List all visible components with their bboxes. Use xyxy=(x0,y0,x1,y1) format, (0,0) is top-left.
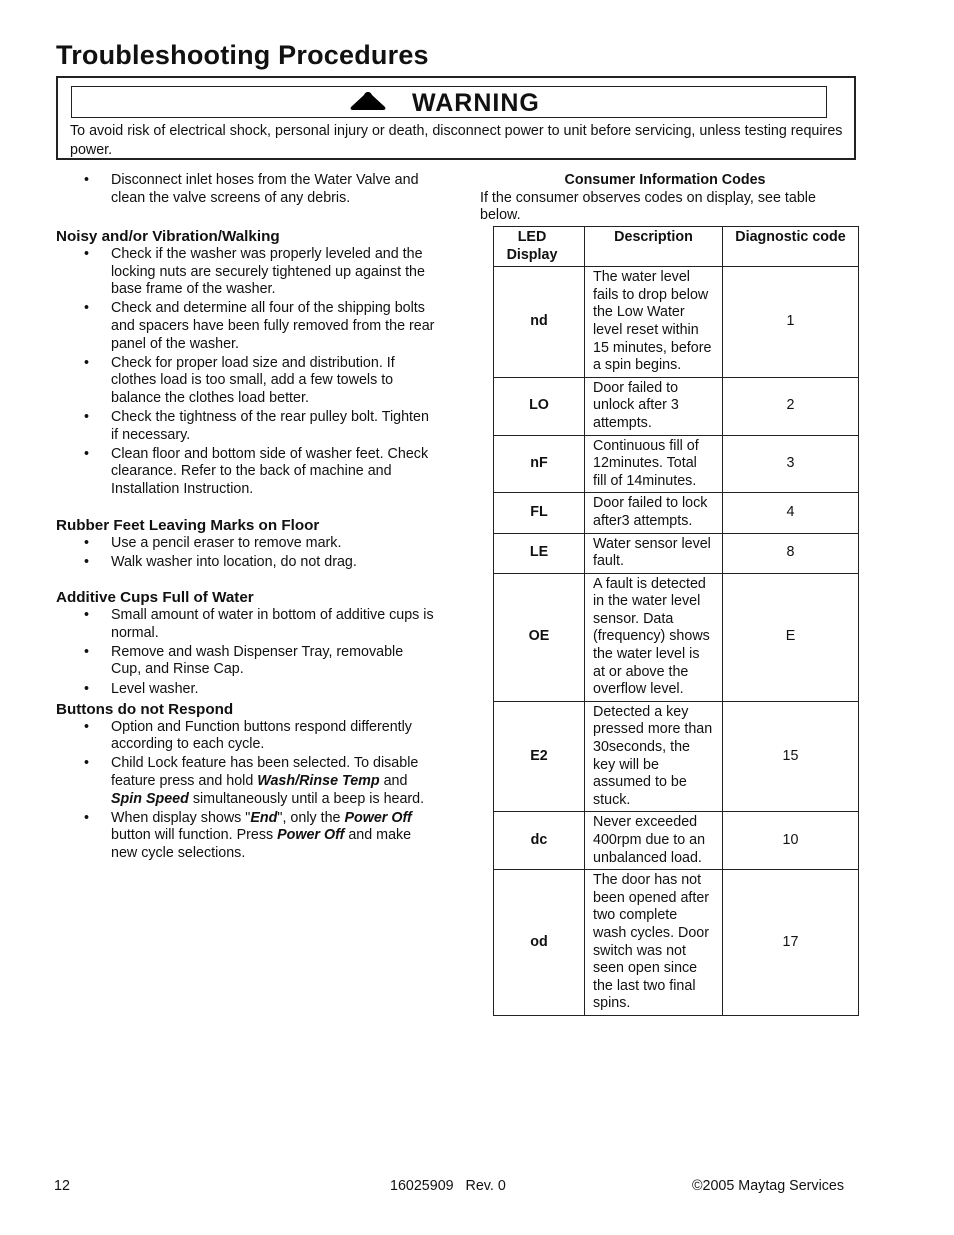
bullet-dot: • xyxy=(84,354,90,371)
table-row xyxy=(494,435,859,493)
section-noisy xyxy=(56,227,436,498)
led-display-cell: od xyxy=(494,870,585,1016)
section-buttons xyxy=(56,700,436,863)
description-cell: A fault is detected in the water level sensor. Data (frequency) shows the water level is at or above the overflow level. xyxy=(585,573,723,701)
warning-heading: WARNING xyxy=(412,89,540,117)
description-cell: Door failed to unlock after 3 attempts. xyxy=(585,377,723,435)
section-title: Additive Cups Full of Water xyxy=(56,589,254,607)
warning-box xyxy=(56,76,856,160)
led-display-cell: nd xyxy=(494,267,585,378)
led-display-cell: LO xyxy=(494,377,585,435)
diagnostic-code-cell: 2 xyxy=(723,377,859,435)
bullet-dot: • xyxy=(84,534,90,551)
list-item: • Small amount of water in bottom of additive cups is normal. xyxy=(84,607,434,641)
header-led-display: LED Display xyxy=(494,227,585,267)
bullet-dot: • xyxy=(84,643,90,660)
description-cell: Door failed to lock after3 attempts. xyxy=(585,493,723,533)
led-display-cell: LE xyxy=(494,533,585,573)
diagnostic-code-cell: 15 xyxy=(723,701,859,812)
led-display-cell: FL xyxy=(494,493,585,533)
bullet-dot: • xyxy=(84,680,90,697)
table-row xyxy=(494,267,859,378)
list-item: • Option and Function buttons respond differently according to each cycle. xyxy=(84,718,412,753)
description-cell: Never exceeded 400rpm due to an unbalanced load. xyxy=(585,812,723,870)
list-item: • Remove and wash Dispenser Tray, removable Cup, and Rinse Cap. xyxy=(84,643,404,678)
led-display-cell: dc xyxy=(494,812,585,870)
led-display-cell: nF xyxy=(494,435,585,493)
bullet-dot: • xyxy=(84,809,90,826)
bullet-list xyxy=(56,719,436,863)
description-cell: Detected a key pressed more than 30seconds, the key will be assumed to be stuck. xyxy=(585,701,723,812)
bullet-dot: • xyxy=(84,246,90,263)
bullet-dot: • xyxy=(84,553,90,570)
description-cell: The water level fails to drop below the Low Water level reset within 15 minutes, before a spin begins. xyxy=(585,267,723,378)
table-header-row xyxy=(494,227,859,267)
section-title: Rubber Feet Leaving Marks on Floor xyxy=(56,516,320,534)
bullet-dot: • xyxy=(84,607,90,624)
description-cell: Water sensor level fault. xyxy=(585,533,723,573)
page-title: Troubleshooting Procedures xyxy=(56,40,429,70)
table-row xyxy=(494,870,859,1016)
table-row xyxy=(494,812,859,870)
list-item: • Check for proper load size and distribution. If clothes load is too small, add a few towels to balance the clothes load better. xyxy=(84,354,395,406)
warning-triangle-icon xyxy=(349,91,387,111)
list-item: • Use a pencil eraser to remove mark. xyxy=(84,534,342,551)
led-display-cell: E2 xyxy=(494,701,585,812)
bullet-dot: • xyxy=(84,409,90,426)
bullet-list xyxy=(56,246,436,498)
footer-copyright: ©2005 Maytag Services xyxy=(692,1178,844,1194)
list-item: • Child Lock feature has been selected. To disable feature press and hold Wash/Rinse Temp and Spin Speed simultaneously until a beep is heard. xyxy=(84,755,425,807)
list-item: • Check and determine all four of the shipping bolts and spacers have been fully removed from the rear panel of the washer. xyxy=(84,300,435,352)
led-display-cell: OE xyxy=(494,573,585,701)
list-item: • Check the tightness of the rear pulley bolt. Tighten if necessary. xyxy=(84,409,429,443)
header-diagnostic-code: Diagnostic code xyxy=(723,227,859,267)
bullet-list xyxy=(56,535,436,572)
diagnostic-code-cell: 10 xyxy=(723,812,859,870)
table-row xyxy=(494,701,859,812)
bullet-dot: • xyxy=(84,755,90,772)
bullet-dot: • xyxy=(84,718,90,735)
section-additive-cups xyxy=(56,588,436,698)
consumer-codes-table xyxy=(493,226,859,1016)
intro-bullet-list xyxy=(56,172,436,207)
list-item: • Check if the washer was properly leveled and the locking nuts are securely tightened up against the base frame of the washer. xyxy=(84,246,425,298)
bullet-dot: • xyxy=(84,300,90,317)
diagnostic-code-cell: 8 xyxy=(723,533,859,573)
description-cell: Continuous fill of 12minutes. Total fill of 14minutes. xyxy=(585,435,723,493)
list-item: • When display shows "End", only the Power Off button will function. Press Power Off and make new cycle selections. xyxy=(84,809,412,861)
description-cell: The door has not been opened after two complete wash cycles. Door switch was not seen open since the last two final spins. xyxy=(585,870,723,1016)
table-row xyxy=(494,377,859,435)
footer-doc-number: 16025909 Rev. 0 xyxy=(390,1178,506,1194)
header-description: Description xyxy=(585,227,723,267)
table-row xyxy=(494,573,859,701)
section-rubber-feet xyxy=(56,516,436,572)
section-title: Buttons do not Respond xyxy=(56,700,234,718)
diagnostic-code-cell: 3 xyxy=(723,435,859,493)
right-column xyxy=(480,172,860,225)
list-item: • Walk washer into location, do not drag. xyxy=(84,553,357,570)
warning-header-box xyxy=(71,86,827,118)
codes-title: Consumer Information Codes xyxy=(564,172,766,188)
list-item: • Disconnect inlet hoses from the Water Valve and clean the valve screens of any debris. xyxy=(84,172,419,206)
table-row xyxy=(494,493,859,533)
diagnostic-code-cell: 1 xyxy=(723,267,859,378)
section-title: Noisy and/or Vibration/Walking xyxy=(56,228,280,246)
left-column xyxy=(56,172,436,864)
diagnostic-code-cell: 4 xyxy=(723,493,859,533)
diagnostic-code-cell: 17 xyxy=(723,870,859,1016)
list-item: • Clean floor and bottom side of washer feet. Check clearance. Refer to the back of machine and Installation Instruction. xyxy=(84,445,429,497)
bullet-list xyxy=(56,607,436,698)
warning-text: To avoid risk of electrical shock, personal injury or death, disconnect power to unit before servicing, unless testing requires power. xyxy=(70,123,843,158)
diagnostic-code-cell: E xyxy=(723,573,859,701)
codes-intro: If the consumer observes codes on display, see table below. xyxy=(480,189,816,224)
bullet-dot: • xyxy=(84,172,90,188)
footer-page-number: 12 xyxy=(54,1178,70,1194)
bullet-dot: • xyxy=(84,445,90,462)
table-row xyxy=(494,533,859,573)
list-item: • Level washer. xyxy=(84,680,199,697)
